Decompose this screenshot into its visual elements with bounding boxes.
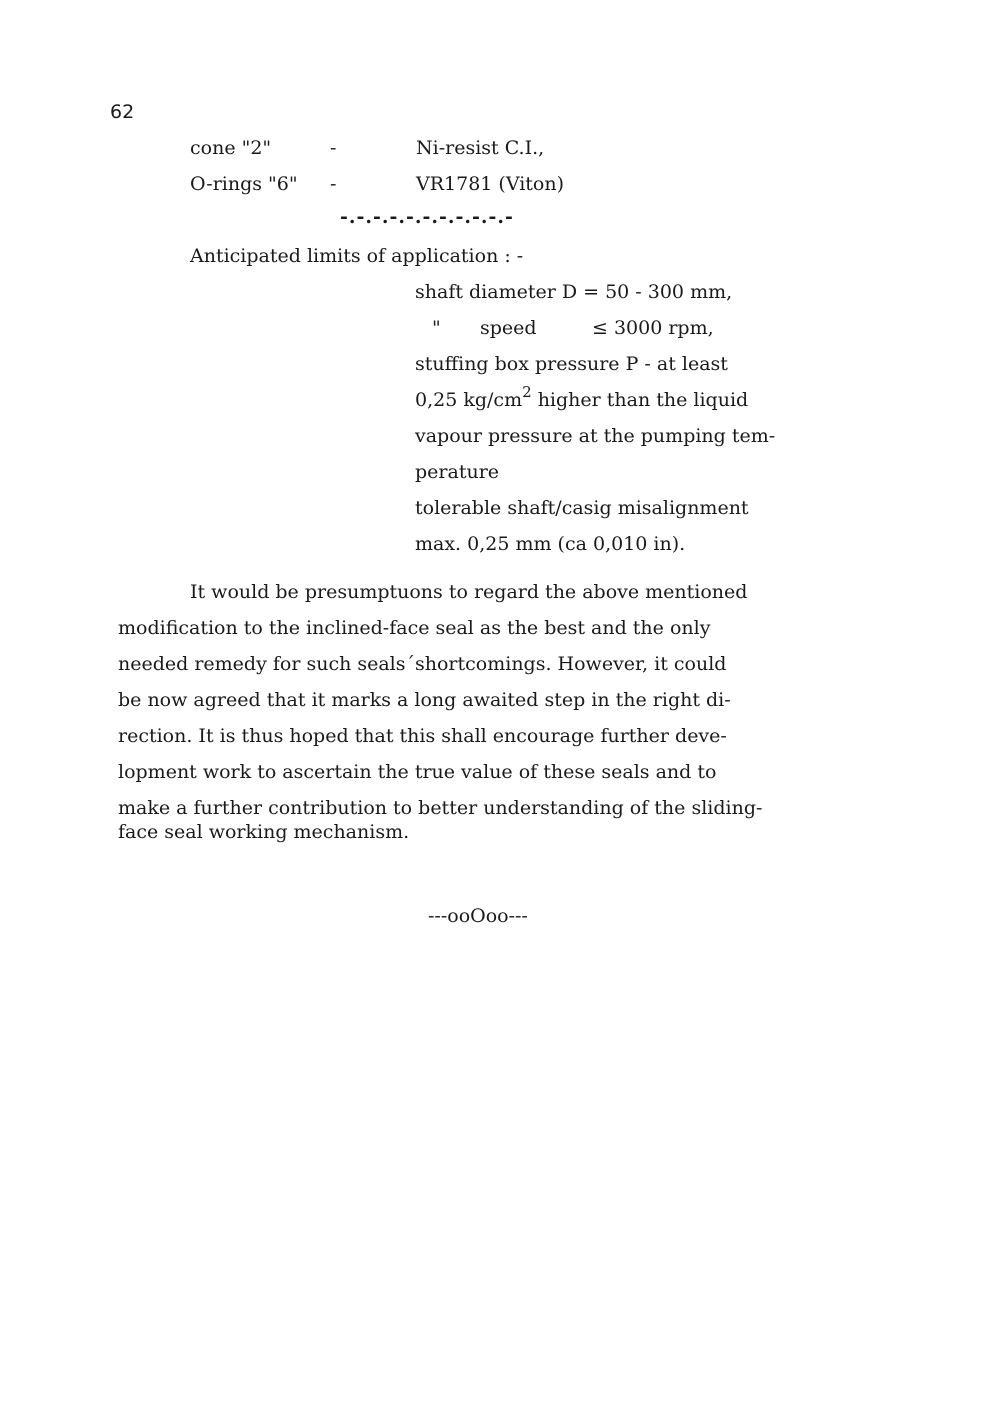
limit-pressure-line2: [415, 383, 749, 413]
limits-heading: Anticipated limits of application : -: [190, 245, 524, 267]
limit-pressure-line1: stuffing box pressure P - at least: [415, 353, 728, 375]
material-value-orings: VR1781 (Viton): [416, 173, 565, 195]
paragraph-line-3: needed remedy for such seals´shortcomings. However, it could: [118, 653, 727, 675]
material-value-cone: Ni-resist C.I.,: [416, 137, 545, 159]
limit-shaft-diameter: shaft diameter D = 50 - 300 mm,: [415, 281, 733, 303]
paragraph-line-7: make a further contribution to better understanding of the sliding-: [118, 797, 763, 819]
separator: -.-.-.-.-.-.-.-.-.-.-: [340, 206, 514, 228]
limit-speed-value: ≤ 3000 rpm,: [592, 317, 714, 339]
limit-pressure-line3: vapour pressure at the pumping tem-: [415, 425, 776, 447]
limit-speed-ditto: ": [432, 317, 441, 339]
limit-misalignment-line2: max. 0,25 mm (ca 0,010 in).: [415, 533, 686, 555]
material-part-cone: cone "2": [190, 137, 272, 159]
limit-pressure-line4: perature: [415, 461, 500, 483]
material-part-orings: O-rings "6": [190, 173, 298, 195]
pressure-value: 0,25 kg/cm: [415, 389, 523, 411]
paragraph-line-2: modification to the inclined-face seal as the best and the only: [118, 617, 711, 639]
limit-speed-label: speed: [480, 317, 537, 339]
paragraph-line-4: be now agreed that it marks a long awaited step in the right di-: [118, 689, 731, 711]
material-dash-cone: -: [330, 137, 337, 159]
end-mark: ---ooOoo---: [428, 905, 528, 927]
page-number: 62: [110, 101, 135, 123]
paragraph-line-6: lopment work to ascertain the true value of these seals and to: [118, 761, 717, 783]
pressure-superscript: 2: [522, 383, 532, 401]
limit-misalignment-line1: tolerable shaft/casig misalignment: [415, 497, 749, 519]
pressure-rest: higher than the liquid: [537, 389, 749, 411]
paragraph-line-1: It would be presumptuons to regard the above mentioned: [190, 581, 748, 603]
material-dash-orings: -: [330, 173, 337, 195]
paragraph-line-8: face seal working mechanism.: [118, 821, 410, 843]
paragraph-line-5: rection. It is thus hoped that this shall encourage further deve-: [118, 725, 727, 747]
